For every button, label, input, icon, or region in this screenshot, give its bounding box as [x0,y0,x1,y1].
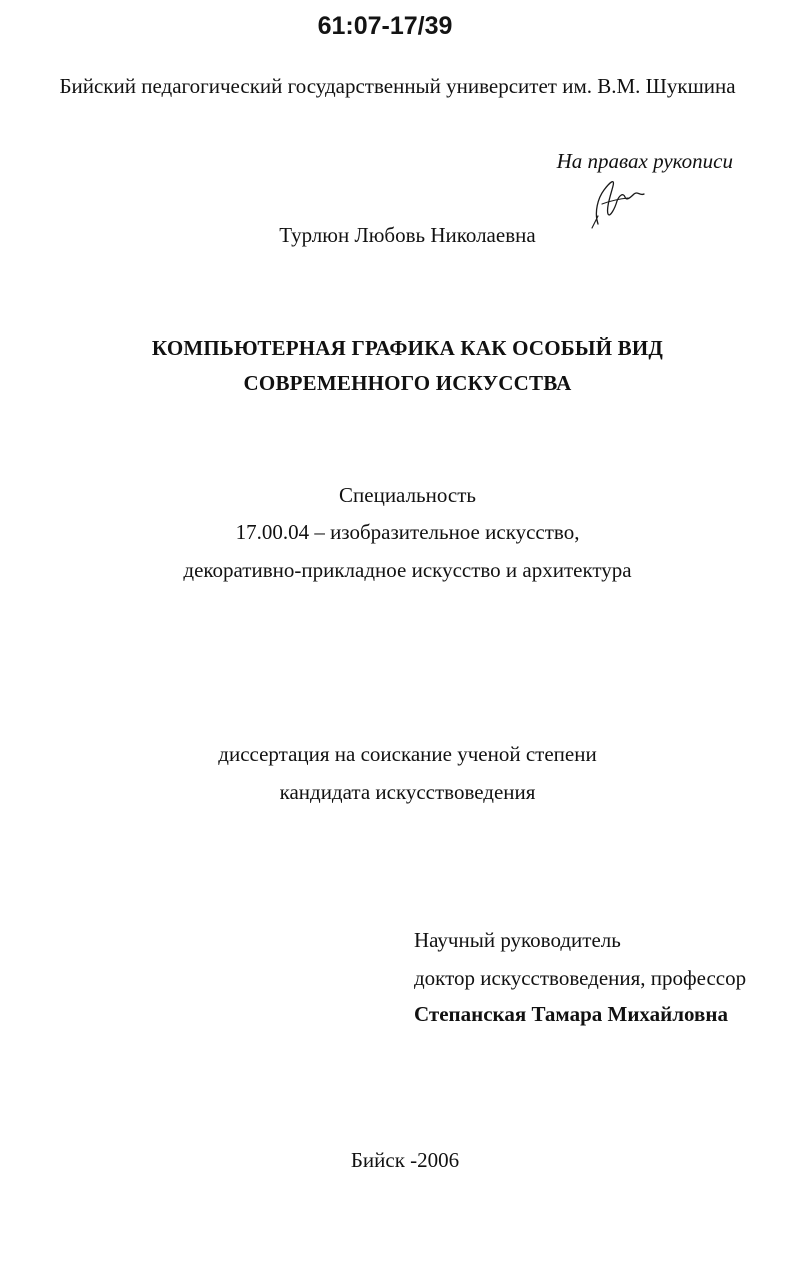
archive-code: 61:07-17/39 [317,12,453,40]
city-year: Бийск -2006 [350,1148,460,1172]
degree-line-1: диссертация на соискание ученой степени [218,742,597,766]
signature-icon [584,168,664,230]
advisor-role: Научный руководитель [414,928,621,952]
specialty-label: Специальность [339,483,476,507]
advisor-credentials: доктор искусствоведения, профессор [414,966,747,990]
dissertation-title-line-1: КОМПЬЮТЕРНАЯ ГРАФИКА КАК ОСОБЫЙ ВИД [151,336,664,360]
specialty-code: 17.00.04 – изобразительное искусство, [235,520,580,544]
specialty-description: декоративно-прикладное искусство и архитектура [183,558,632,582]
manuscript-rights-note: На правах рукописи [556,149,733,173]
advisor-name: Степанская Тамара Михайловна [414,1002,728,1026]
dissertation-title-line-2: СОВРЕМЕННОГО ИСКУССТВА [243,371,572,395]
author-name: Турлюн Любовь Николаевна [279,223,536,247]
degree-line-2: кандидата искусствоведения [279,780,536,804]
university-name: Бийский педагогический государственный университет им. В.М. Шукшина [59,74,736,98]
